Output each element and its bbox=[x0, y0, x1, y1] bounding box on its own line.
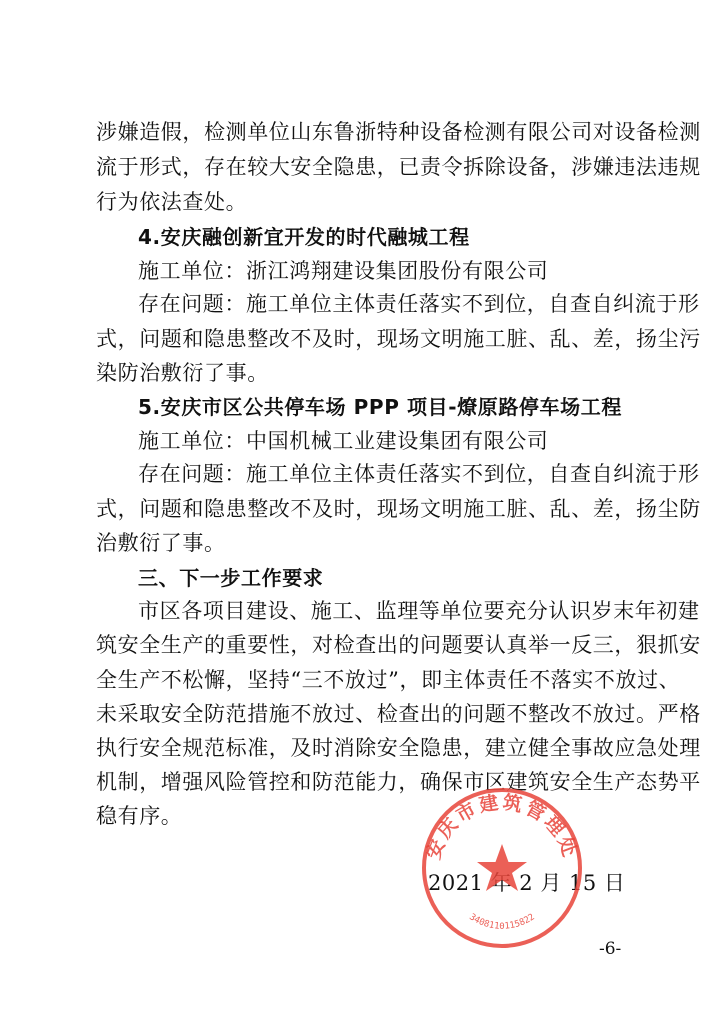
body-text-line: 机制，增强风险管控和防范能力，确保市区建筑安全生产态势平 bbox=[96, 770, 701, 794]
body-text-line: 施工单位：中国机械工业建设集团有限公司 bbox=[138, 429, 549, 453]
seal-code: 3408110115822 bbox=[467, 912, 537, 932]
star-icon bbox=[477, 844, 527, 891]
body-text-line: 市区各项目建设、施工、监理等单位要充分认识岁末年初建 bbox=[138, 599, 700, 623]
body-text-line: 存在问题：施工单位主体责任落实不到位，自查自纠流于形 bbox=[138, 462, 700, 486]
section-item-heading: 4.安庆融创新宜开发的时代融城工程 bbox=[138, 225, 470, 249]
official-seal bbox=[420, 786, 584, 950]
seal-text: 安庆市建筑管理处 bbox=[422, 791, 582, 863]
document-date: 2021 年 2 月 15 日 bbox=[428, 871, 626, 895]
body-text-line: 式，问题和隐患整改不及时，现场文明施工脏、乱、差，扬尘污 bbox=[96, 327, 701, 351]
body-text-line: 式，问题和隐患整改不及时，现场文明施工脏、乱、差，扬尘防 bbox=[96, 497, 701, 521]
body-text-line: 执行安全规范标准，及时消除安全隐患，建立健全事故应急处理 bbox=[96, 736, 701, 760]
body-text-line: 行为依法查处。 bbox=[96, 190, 248, 214]
body-text-line: 稳有序。 bbox=[96, 804, 183, 828]
body-text-line: 治敷衍了事。 bbox=[96, 531, 226, 555]
body-text-line: 筑安全生产的重要性，对检查出的问题要认真举一反三，狠抓安 bbox=[96, 633, 701, 657]
body-text-line: 涉嫌造假，检测单位山东鲁浙特种设备检测有限公司对设备检测 bbox=[96, 120, 701, 144]
body-text-line: 全生产不松懈，坚持“三不放过”，即主体责任不落实不放过、 bbox=[96, 668, 681, 692]
svg-text:3408110115822 bbox=[467, 912, 536, 932]
body-text-line: 存在问题：施工单位主体责任落实不到位，自查自纠流于形 bbox=[138, 292, 700, 316]
page-number: -6- bbox=[599, 939, 622, 959]
body-text-line: 染防治敷衍了事。 bbox=[96, 361, 269, 385]
section-item-heading: 5.安庆市区公共停车场 PPP 项目-燎原路停车场工程 bbox=[138, 395, 622, 419]
section-heading: 三、下一步工作要求 bbox=[138, 566, 324, 590]
body-text-line: 流于形式，存在较大安全隐患，已责令拆除设备，涉嫌违法违规 bbox=[96, 155, 701, 179]
body-text-line: 施工单位：浙江鸿翔建设集团股份有限公司 bbox=[138, 259, 549, 283]
body-text-line: 未采取安全防范措施不放过、检查出的问题不整改不放过。严格 bbox=[96, 702, 701, 726]
